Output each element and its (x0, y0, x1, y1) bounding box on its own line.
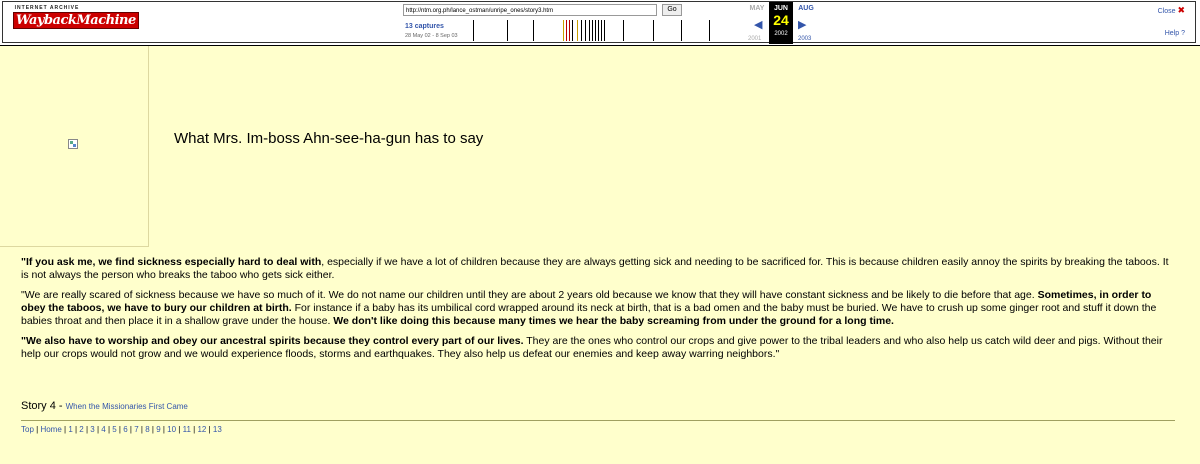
capture-tick (709, 20, 710, 41)
help-label: Help (1164, 30, 1180, 37)
nav-separator: | (83, 425, 91, 434)
nav-page-link[interactable]: 13 (212, 425, 222, 434)
nav-page-link[interactable]: 10 (167, 425, 177, 434)
capture-tick (592, 20, 593, 41)
nav-page-link[interactable]: 9 (156, 425, 161, 434)
capture-tick (473, 20, 474, 41)
capture-tick (653, 20, 654, 41)
capture-tick (507, 20, 508, 41)
nav-page-link[interactable]: 7 (134, 425, 139, 434)
prev-capture-arrow-icon[interactable]: ◀ (754, 19, 763, 31)
paragraph-1 (21, 256, 1171, 282)
capture-tick (601, 20, 602, 41)
nav-separator: | (33, 425, 41, 434)
current-day-label: 24 (773, 12, 789, 28)
nav-separator: | (116, 425, 124, 434)
nav-separator: | (94, 425, 102, 434)
nav-separator: | (61, 425, 69, 434)
close-button[interactable] (1158, 5, 1185, 16)
nav-page-link[interactable]: 11 (182, 425, 191, 434)
capture-tick (563, 20, 564, 41)
capture-tick (577, 20, 578, 41)
nav-page-link[interactable]: 12 (197, 425, 207, 434)
wayback-logo-top: INTERNET ARCHIVE (14, 5, 80, 11)
paragraph-3-text: They are the ones who control our crops and give power to the tribal leaders and who also help us catch wild deer and pigs. Without their help our crops would not grow and we would experience floods, storms and earthquakes. They also help us defeat our enemies and keep away warring neighbors." (21, 335, 1163, 360)
paragraph-2-bold-b: We don't like doing this because many times we hear the baby screaming from under the ground for a long time. (333, 315, 894, 327)
capture-tick (585, 20, 586, 41)
prev-year-label[interactable]: 2001 (748, 36, 762, 42)
wayback-toolbar (0, 0, 1200, 46)
nav-page-link[interactable]: 6 (123, 425, 128, 434)
nav-page-link[interactable]: 5 (112, 425, 117, 434)
capture-tick (581, 20, 582, 41)
nav-separator: | (138, 425, 146, 434)
wayback-toolbar-frame (2, 1, 1196, 43)
help-icon: ? (1181, 30, 1185, 37)
paragraph-1-text: , especially if we have a lot of children because they are always getting sick and needing to be sacrificed for. This is because children easily annoy the spirits by breaking the taboos. It is not always the person who breaks the taboo who gets sick either. (21, 256, 1169, 281)
prev-month-label: MAY (749, 5, 765, 12)
next-capture-arrow-icon[interactable]: ▶ (798, 19, 807, 31)
wayback-logo-main: WaybackMachine (13, 12, 139, 29)
nav-page-link[interactable]: 3 (90, 425, 95, 434)
capture-tick (595, 20, 596, 41)
paragraph-2-text-b: For instance if a baby has its umbilical cord wrapped around its neck at birth, that is a bad omen and the baby must be buried. We have to crush up some ginger root and stuff it down the babies throat and then place it in a shallow grave under the house. (21, 302, 1157, 327)
capture-tick (566, 20, 567, 41)
nav-separator: | (149, 425, 157, 434)
current-year-label: 2002 (774, 31, 788, 37)
next-story-link[interactable]: When the Missionaries First Came (65, 402, 188, 411)
next-month-label[interactable]: AUG (798, 5, 814, 12)
capture-tick (604, 20, 605, 41)
nav-separator: | (190, 425, 198, 434)
paragraph-2-bold-a: Sometimes, in order to obey the taboos, we have to bury our children at birth. (21, 289, 1152, 314)
capture-sparkline[interactable] (473, 20, 743, 42)
capture-date-range: 28 May 02 - 8 Sep 03 (405, 33, 458, 39)
paragraph-3 (21, 335, 1171, 361)
nav-separator: | (127, 425, 135, 434)
nav-separator: | (206, 425, 213, 434)
page-title: What Mrs. Im-boss Ahn-see-ha-gun has to say (174, 130, 484, 147)
capture-tick (572, 20, 573, 41)
captures-link[interactable]: 13 captures (405, 23, 444, 30)
close-icon: ✖ (1177, 5, 1185, 15)
next-year-label[interactable]: 2003 (798, 36, 812, 42)
go-button[interactable]: Go (662, 4, 682, 16)
capture-tick (623, 20, 624, 41)
capture-tick (569, 20, 570, 41)
capture-tick (681, 20, 682, 41)
capture-tick (589, 20, 590, 41)
nav-page-link[interactable]: 2 (79, 425, 84, 434)
divider (21, 420, 1175, 421)
broken-image-icon (68, 139, 78, 149)
paragraph-3-bold: "We also have to worship and obey our ancestral spirits because they control every part of our lives. (21, 335, 524, 347)
wayback-logo[interactable] (13, 5, 136, 35)
page-nav (21, 425, 222, 434)
capture-tick (598, 20, 599, 41)
current-month-label: JUN (773, 5, 788, 12)
next-story (21, 400, 188, 412)
nav-top-link[interactable]: Top (21, 425, 34, 434)
nav-separator: | (72, 425, 80, 434)
story-content (21, 256, 1171, 368)
nav-home-link[interactable]: Home (40, 425, 62, 434)
current-capture (769, 2, 793, 44)
nav-separator: | (105, 425, 113, 434)
url-input[interactable]: http://ntm.org.ph/lance_ostman/unripe_ones/story3.htm (403, 4, 657, 16)
nav-page-link[interactable]: 4 (101, 425, 106, 434)
paragraph-2-text-a: "We are really scared of sickness because we have so much of it. We do not name our children until they are about 2 years old because we know that they will have constant sickness and be likely to die before that age. (21, 289, 1038, 301)
close-label: Close (1157, 8, 1176, 15)
paragraph-2 (21, 289, 1171, 328)
nav-separator: | (160, 425, 168, 434)
nav-separator: | (176, 425, 183, 434)
paragraph-1-bold: "If you ask me, we find sickness especially hard to deal with (21, 256, 322, 268)
capture-tick (533, 20, 534, 41)
nav-page-link[interactable]: 1 (68, 425, 73, 434)
help-button[interactable] (1165, 30, 1185, 37)
next-story-prefix: Story 4 - (21, 400, 66, 412)
nav-page-link[interactable]: 8 (145, 425, 150, 434)
